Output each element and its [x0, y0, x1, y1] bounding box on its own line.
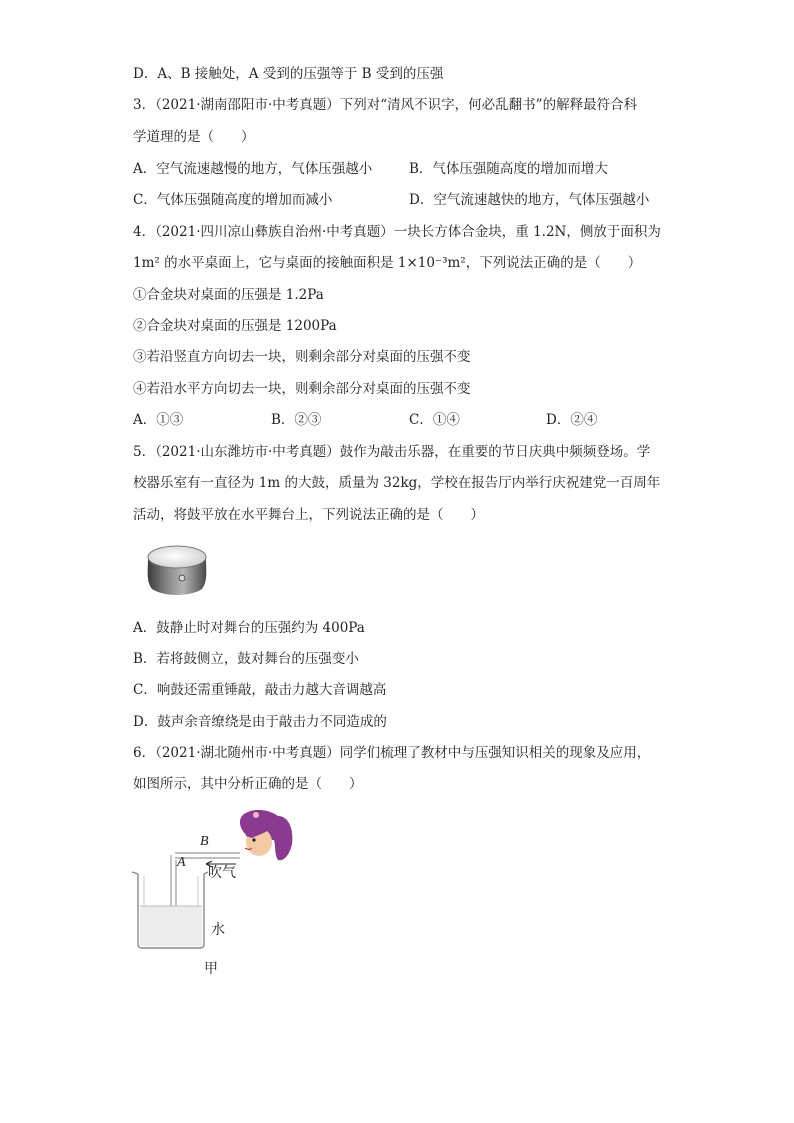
q4-stem-line2: 1m² 的水平桌面上，它与桌面的接触面积是 1×10⁻³m²，下列说法正确的是（ ） — [133, 255, 642, 271]
figure-caption: 甲 — [204, 961, 218, 977]
q4-option-b: B．②③ — [271, 412, 322, 428]
q2-option-d: D．A、B 接触处，A 受到的压强等于 B 受到的压强 — [133, 66, 444, 82]
q5-option-b: B．若将鼓侧立，鼓对舞台的压强变小 — [133, 651, 359, 667]
q4-option-a: A．①③ — [133, 412, 184, 428]
label-a: A — [177, 855, 186, 870]
q4-statement-3: ③若沿竖直方向切去一块，则剩余部分对桌面的压强不变 — [133, 349, 471, 365]
q5-option-a: A．鼓静止时对舞台的压强约为 400Pa — [133, 620, 365, 636]
drum-image — [144, 541, 210, 599]
q4-statement-2: ②合金块对桌面的压强是 1200Pa — [133, 318, 337, 334]
q3-option-b: B．气体压强随高度的增加而增大 — [409, 161, 608, 177]
q3-option-a: A．空气流速越慢的地方，气体压强越小 — [133, 161, 373, 177]
q5-option-d: D．鼓声余音缭绕是由于敲击力不同造成的 — [133, 714, 387, 730]
q4-statement-4: ④若沿水平方向切去一块，则剩余部分对桌面的压强不变 — [133, 381, 471, 397]
q5-option-c: C．响鼓还需重锤敲，敲击力越大音调越高 — [133, 682, 387, 698]
q5-stem-line2: 校器乐室有一直径为 1m 的大鼓，质量为 32kg，学校在报告厅内举行庆祝建党一百周年 — [133, 475, 661, 491]
label-b: B — [200, 834, 209, 849]
q6-stem-line1: 6．（2021·湖北随州市·中考真题）同学们梳理了教材中与压强知识相关的现象及应用， — [133, 745, 651, 761]
girl-icon — [240, 810, 292, 860]
q3-stem-line1: 3．（2021·湖南邵阳市·中考真题）下列对“清风不识字，何必乱翻书”的解释最符合科 — [133, 97, 638, 113]
q4-statement-1: ①合金块对桌面的压强是 1.2Pa — [133, 287, 324, 303]
q4-option-d: D．②④ — [546, 412, 598, 428]
q6-stem-line2: 如图所示，其中分析正确的是（ ） — [133, 776, 363, 792]
q3-option-d: D．空气流速越快的地方，气体压强越小 — [409, 192, 650, 208]
label-water: 水 — [211, 922, 225, 938]
label-blow: 吹气 — [208, 865, 236, 881]
q3-option-c: C．气体压强随高度的增加而减小 — [133, 192, 333, 208]
q5-stem-line3: 活动，将鼓平放在水平舞台上，下列说法正确的是（ ） — [133, 507, 484, 523]
q4-option-c: C．①④ — [409, 412, 460, 428]
q3-stem-line2: 学道理的是（ ） — [133, 129, 255, 145]
q4-stem-line1: 4．（2021·四川凉山彝族自治州·中考真题）一块长方体合金块，重 1.2N，侧放于面积为 — [133, 224, 661, 240]
q5-stem-line1: 5．（2021·山东潍坊市·中考真题）鼓作为敲击乐器，在重要的节日庆典中频频登场。学 — [133, 444, 651, 460]
